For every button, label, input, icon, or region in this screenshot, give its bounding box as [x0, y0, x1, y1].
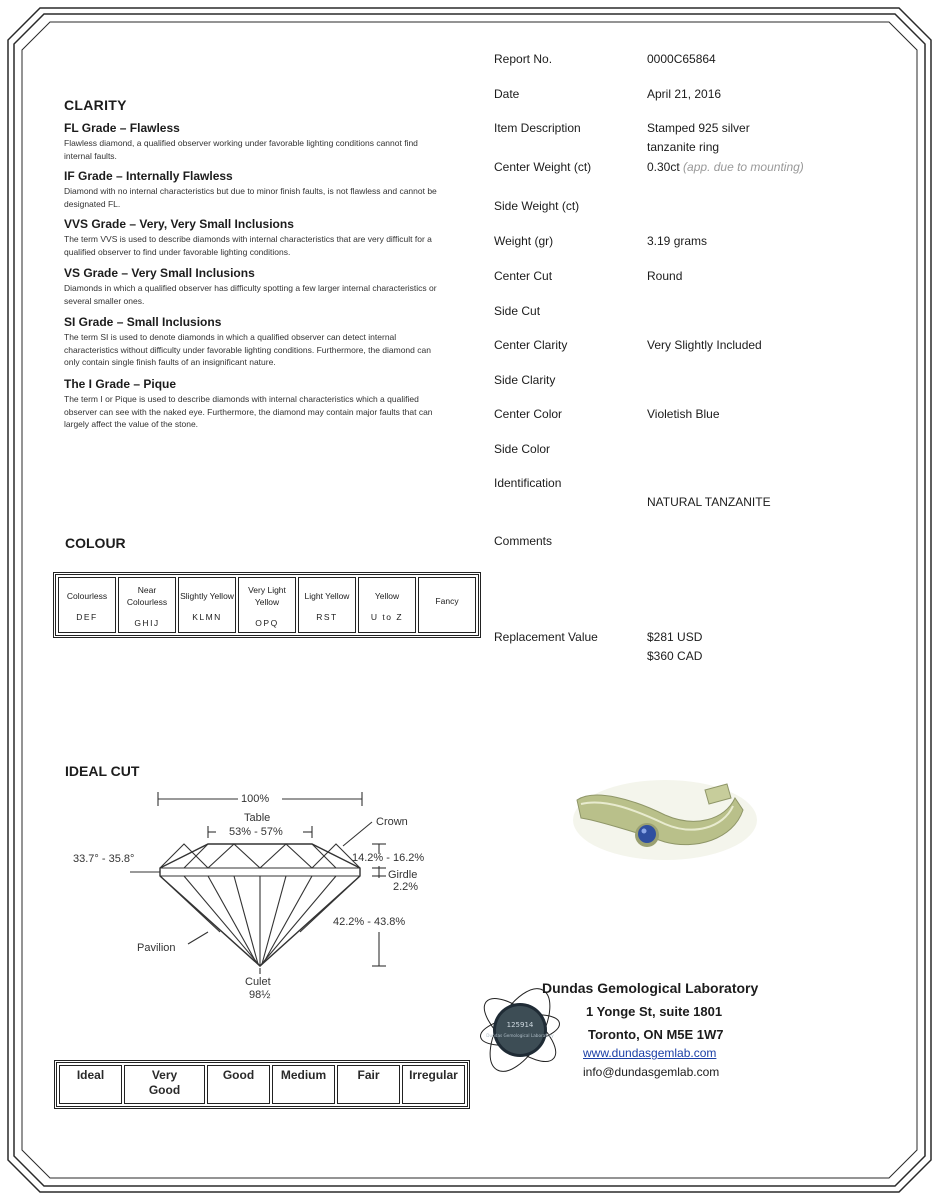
item-description-label: Item Description	[494, 121, 581, 135]
colour-codes: GHIJ	[134, 618, 160, 628]
weight-label: Weight (gr)	[494, 234, 554, 248]
colour-cell	[298, 577, 356, 633]
center-weight-number: 0.30ct	[647, 160, 680, 174]
cut-grade-cell: Good	[207, 1065, 270, 1104]
center-cut-label: Center Cut	[494, 269, 553, 283]
date-label: Date	[494, 87, 520, 101]
colour-codes: RST	[316, 612, 338, 622]
seal-text: Dundas Gemological Laboratory	[486, 1033, 554, 1038]
center-weight-note: (app. due to mounting)	[683, 160, 804, 174]
diagram-crown-angle: 33.7° - 35.8°	[73, 853, 135, 865]
colour-name: Slightly Yellow	[180, 591, 234, 601]
clarity-grade-vs	[64, 266, 444, 307]
cut-grade-cell: Ideal	[59, 1065, 122, 1104]
grade-description: Diamond with no internal characteristics but due to minor finish faults, is not flawless and cannot be designated FL.	[64, 186, 437, 209]
colour-cell	[58, 577, 116, 633]
side-color-label: Side Color	[494, 442, 551, 456]
center-clarity-value: Very Slightly Included	[647, 338, 762, 352]
lab-name: Dundas Gemological Laboratory	[542, 980, 759, 996]
diagram-culet-pct: 98½	[249, 989, 271, 1001]
grade-title: The I Grade – Pique	[64, 377, 177, 391]
clarity-grade-if	[64, 169, 444, 210]
comments-label: Comments	[494, 534, 553, 548]
clarity-grade-i	[64, 377, 444, 431]
date-value: April 21, 2016	[647, 87, 722, 101]
colour-name: Very Light Yellow	[248, 585, 286, 607]
diagram-culet-label: Culet	[245, 976, 271, 988]
diagram-pavilion-depth: 42.2% - 43.8%	[333, 916, 406, 928]
diagram-crown-height: 14.2% - 16.2%	[352, 852, 425, 864]
item-description-value-line1: Stamped 925 silver	[647, 121, 750, 135]
diagram-table-pct: 53% - 57%	[229, 826, 283, 838]
cut-grade-cell: Very Good	[124, 1065, 205, 1104]
lab-email[interactable]: info@dundasgemlab.com	[583, 1065, 720, 1079]
cut-grade-cell: Medium	[272, 1065, 335, 1104]
grade-description: Flawless diamond, a qualified observer working under favorable lighting conditions cannot find internal faults.	[64, 138, 418, 161]
clarity-grade-fl	[64, 121, 444, 162]
colour-name: Colourless	[66, 591, 108, 601]
item-description-value-line2: tanzanite ring	[647, 140, 720, 154]
cut-grade-table	[54, 1060, 470, 1109]
grade-title: VS Grade – Very Small Inclusions	[64, 266, 255, 280]
replacement-value-usd: $281 USD	[647, 630, 703, 644]
colour-codes: U to Z	[370, 612, 404, 622]
side-clarity-label: Side Clarity	[494, 373, 556, 387]
seal-number: 125914	[506, 1021, 534, 1029]
center-weight-value	[647, 160, 804, 174]
grade-description: The term SI is used to denote diamonds in which a qualified observer can detect internal characteristics without difficulty under favorable lighting conditions. Furthermore, the diamond can only contain single finish faults of an insignificant nature.	[64, 332, 431, 367]
colour-scale-table	[53, 572, 481, 638]
colour-name: Light Yellow	[304, 591, 350, 601]
lab-address-line2: Toronto, ON M5E 1W7	[588, 1027, 724, 1042]
grade-description: The term I or Pique is used to describe diamonds with internal characteristics which a qualified observer can see with the naked eye. Furthermore, the diamond may contain major faults that can largely affect the value of the stone.	[64, 394, 433, 429]
colour-cell	[418, 577, 476, 633]
colour-codes: DEF	[76, 612, 98, 622]
side-cut-label: Side Cut	[494, 304, 541, 318]
diagram-girdle-label: Girdle	[388, 869, 418, 881]
center-color-label: Center Color	[494, 407, 563, 421]
report-no-value: 0000C65864	[647, 52, 716, 66]
grade-title: FL Grade – Flawless	[64, 121, 180, 135]
weight-value: 3.19 grams	[647, 234, 708, 248]
identification-value: NATURAL TANZANITE	[647, 495, 771, 509]
clarity-grade-vvs	[64, 217, 444, 258]
diagram-girdle-pct: 2.2%	[393, 881, 419, 893]
center-clarity-label: Center Clarity	[494, 338, 568, 352]
grade-title: VVS Grade – Very, Very Small Inclusions	[64, 217, 294, 231]
side-weight-label: Side Weight (ct)	[494, 199, 580, 213]
colour-name: Yellow	[374, 591, 400, 601]
colour-name: Fancy	[435, 596, 459, 606]
ring-photo	[565, 770, 765, 880]
colour-cell	[358, 577, 416, 633]
colour-name: Near Colourless	[126, 585, 168, 607]
center-color-value: Violetish Blue	[647, 407, 720, 421]
lab-address-line1: 1 Yonge St, suite 1801	[586, 1004, 723, 1019]
colour-codes: KLMN	[192, 612, 222, 622]
cut-grade-cell: Irregular	[402, 1065, 465, 1104]
grade-title: IF Grade – Internally Flawless	[64, 169, 233, 183]
colour-cell	[238, 577, 296, 633]
identification-label: Identification	[494, 476, 562, 490]
colour-cell	[118, 577, 176, 633]
hologram-seal	[470, 955, 570, 1105]
diagram-table-label: Table	[244, 812, 271, 824]
colour-cell	[178, 577, 236, 633]
clarity-grade-si	[64, 315, 444, 369]
ideal-cut-title: IDEAL CUT	[65, 763, 140, 779]
replacement-value-label: Replacement Value	[494, 630, 598, 644]
diagram-width-label: 100%	[241, 793, 270, 805]
center-weight-label: Center Weight (ct)	[494, 160, 592, 174]
center-cut-value: Round	[647, 269, 683, 283]
replacement-value-cad: $360 CAD	[647, 649, 703, 663]
diagram-crown-label: Crown	[376, 816, 408, 828]
colour-codes: OPQ	[255, 618, 279, 628]
grade-title: SI Grade – Small Inclusions	[64, 315, 222, 329]
report-no-label: Report No.	[494, 52, 553, 66]
lab-website-link[interactable]: www.dundasgemlab.com	[583, 1046, 717, 1060]
cut-grade-cell: Fair	[337, 1065, 400, 1104]
grade-description: The term VVS is used to describe diamonds with internal characteristics that are very difficult for a qualified observer to find under favorable lighting conditions.	[64, 234, 432, 257]
grade-description: Diamonds in which a qualified observer has difficulty spotting a few larger internal characteristics or several smaller ones.	[64, 283, 437, 306]
clarity-title: CLARITY	[64, 97, 127, 113]
diagram-pavilion-label: Pavilion	[137, 942, 176, 954]
colour-title: COLOUR	[65, 535, 126, 551]
